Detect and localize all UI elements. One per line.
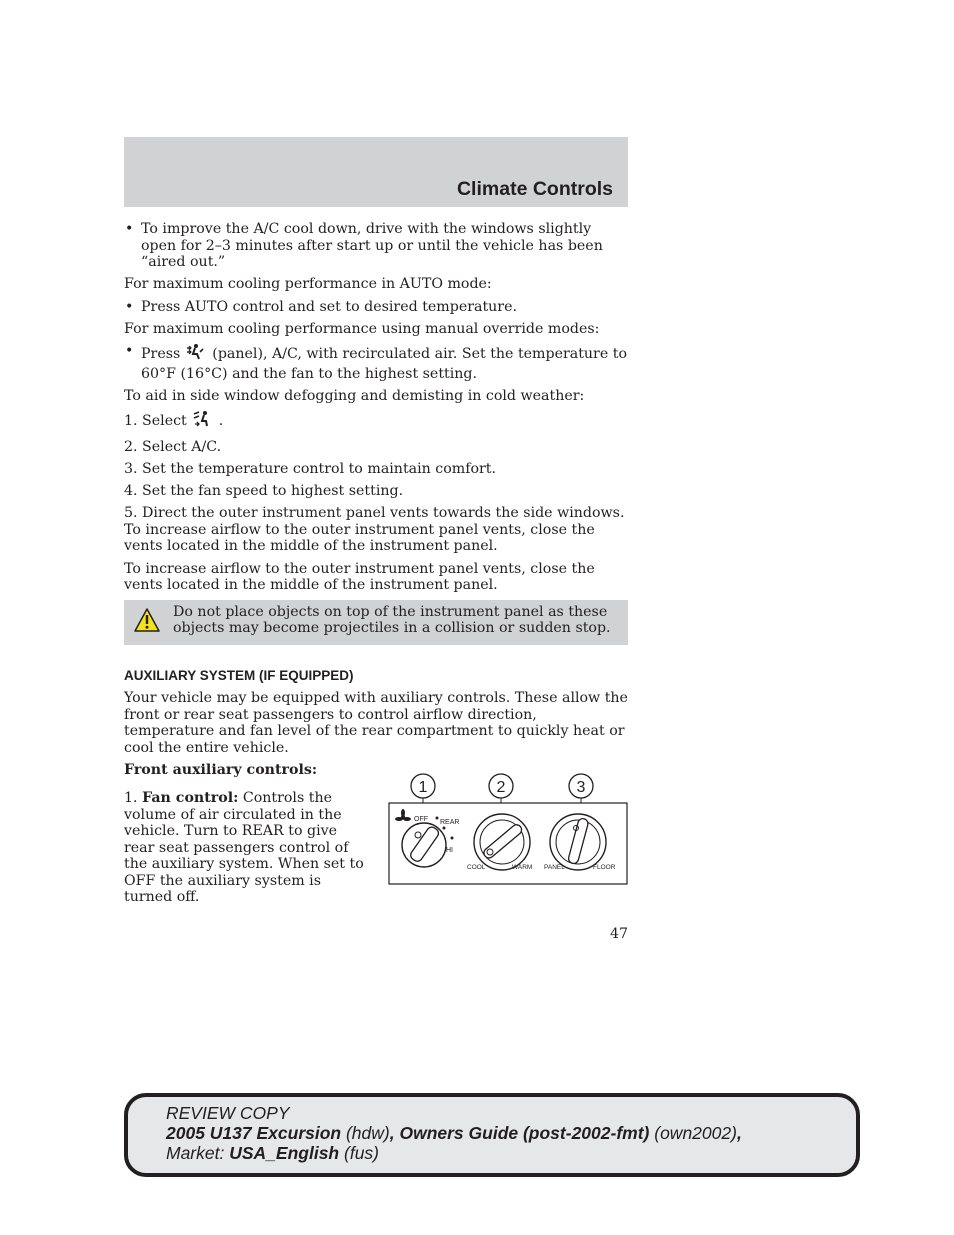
step-prefix: 1. Select <box>124 413 187 430</box>
bullet-prefix: Press <box>141 346 181 363</box>
fan-number: 1. <box>124 790 138 807</box>
warning-triangle-icon <box>134 608 160 637</box>
manual-intro: For maximum cooling performance using manual override modes: <box>124 320 600 337</box>
bullet-panel <box>124 343 628 382</box>
review-market: USA_English <box>229 1143 340 1163</box>
bullet-aired-out <box>124 221 628 271</box>
fan-knob <box>402 823 446 867</box>
fan-rear-label: REAR <box>440 819 460 826</box>
aux-heading: AUXILIARY SYSTEM (IF EQUIPPED) <box>124 667 354 683</box>
callout-1-label: 1 <box>418 779 428 796</box>
mode-floor-label: FLOOR <box>593 864 616 871</box>
callout-2-label: 2 <box>496 779 506 796</box>
review-market-label: Market: <box>166 1143 225 1163</box>
section-title: Climate Controls <box>456 178 613 200</box>
review-market-line <box>166 1143 742 1163</box>
bullet-text: Press AUTO control and set to desired temperature. <box>141 298 517 315</box>
callout-3-label: 3 <box>576 779 586 796</box>
bullet-dot: • <box>125 343 134 360</box>
panel-vent-icon <box>186 343 204 366</box>
fan-off-label: OFF <box>414 816 428 823</box>
header-band <box>124 137 628 207</box>
aux-body: Your vehicle may be equipped with auxiliary controls. These allow the front or rear seat passengers to control airflow direction, temperature and fan level of the rear compartment to quickly heat or cool the entire vehicle. <box>124 690 628 756</box>
mode-panel-label: PANEL <box>544 864 565 871</box>
review-copy-text <box>166 1103 742 1163</box>
fan-control-description <box>124 790 369 906</box>
step-suffix: . <box>218 413 224 430</box>
review-model-line <box>166 1123 742 1143</box>
step-5: 5. Direct the outer instrument panel vents towards the side windows. To increase airflow to the outer instrument panel vents, close the vents located in the middle of the instrument panel. <box>124 505 625 555</box>
fan-hi-label: HI <box>446 847 453 854</box>
review-model: 2005 U137 Excursion <box>166 1123 342 1143</box>
temp-cool-label: COOL <box>467 864 486 871</box>
warning-box <box>124 600 628 645</box>
step-2: 2. Select A/C. <box>124 438 222 455</box>
bullet-suffix: (panel), A/C, with recirculated air. Set the temperature to 60°F (16°C) and the fan to the highest setting. <box>141 346 627 382</box>
front-aux-label: Front auxiliary controls: <box>124 761 318 778</box>
page-number: 47 <box>609 926 628 942</box>
airflow-note: To increase airflow to the outer instrument panel vents, close the vents located in the middle of the instrument panel. <box>124 560 595 594</box>
review-copy-label: REVIEW COPY <box>166 1103 290 1123</box>
step-4: 4. Set the fan speed to highest setting. <box>124 483 404 500</box>
bullet-text: To improve the A/C cool down, drive with the windows slightly open for 2–3 minutes after start up or until the vehicle has been “aired out.” <box>141 221 603 270</box>
aux-controls-diagram <box>386 770 630 886</box>
defrost-floor-icon <box>193 410 211 433</box>
fan-text: Controls the volume of air circulated in the vehicle. Turn to REAR to give rear seat passengers control of the auxiliary system. When set to OFF the auxiliary system is turned off. <box>124 790 364 906</box>
temperature-knob <box>474 814 533 871</box>
review-trailing-comma: , <box>736 1123 742 1143</box>
bullet-dot: • <box>125 221 134 237</box>
step-3: 3. Set the temperature control to maintain comfort. <box>124 460 497 477</box>
auto-intro: For maximum cooling performance in AUTO mode: <box>124 276 492 293</box>
fan-label: Fan control: <box>142 790 239 807</box>
bullet-dot: • <box>125 298 134 315</box>
review-guide: , Owners Guide (post-2002-fmt) <box>389 1123 650 1143</box>
defog-intro: To aid in side window defogging and demisting in cold weather: <box>124 387 585 404</box>
review-guide-code: (own2002) <box>654 1123 737 1143</box>
temp-warm-label: WARM <box>512 864 533 871</box>
review-model-code: (hdw) <box>345 1123 390 1143</box>
review-copy-box <box>124 1093 860 1177</box>
mode-knob <box>550 814 606 870</box>
review-market-code: (fus) <box>344 1143 379 1163</box>
bullet-auto <box>124 299 628 316</box>
warning-text: Do not place objects on top of the instrument panel as these objects may become projectiles in a collision or sudden stop. <box>173 603 611 637</box>
step-1 <box>124 410 628 433</box>
